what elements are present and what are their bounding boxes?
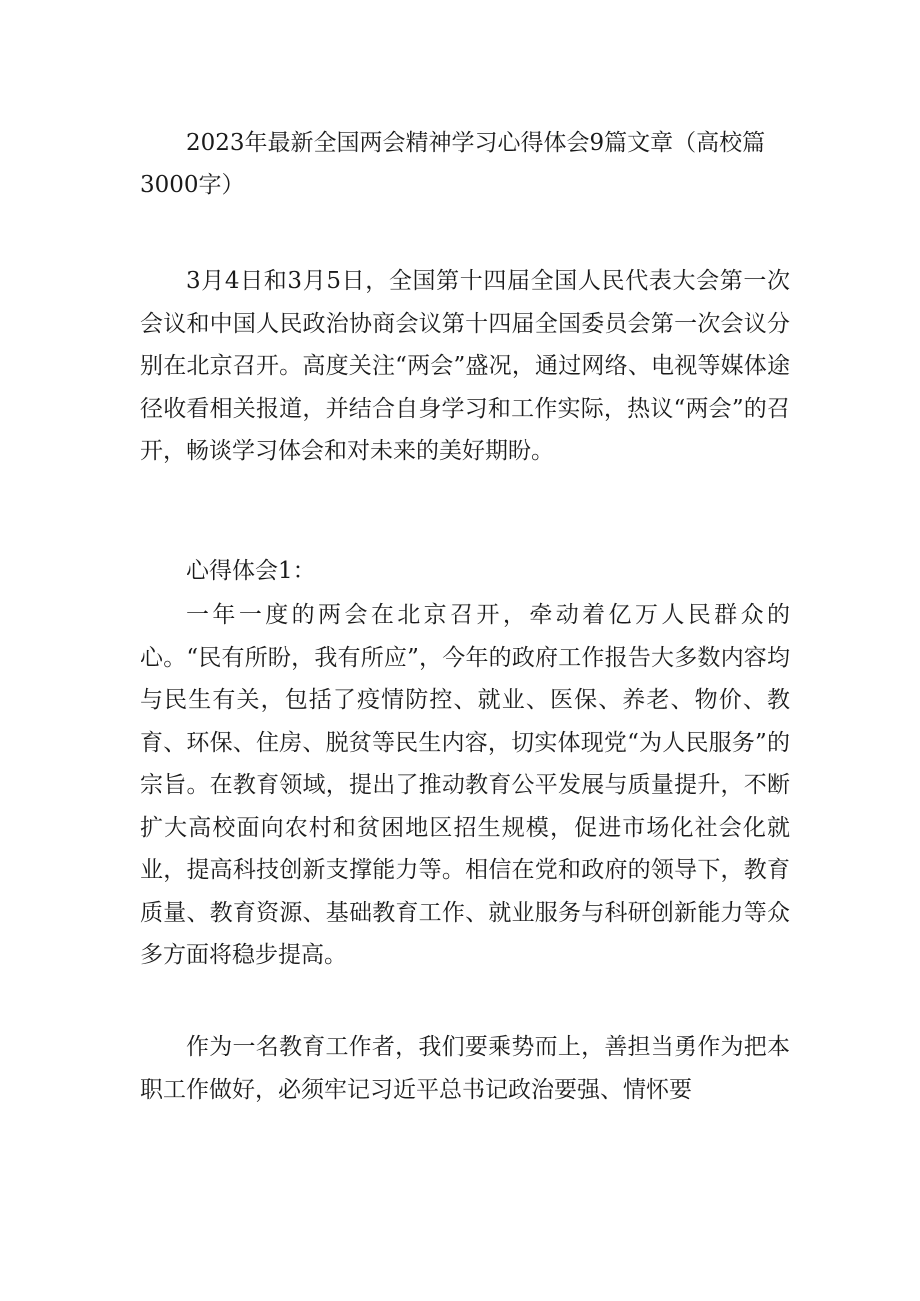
intro-paragraph: 3月4日和3月5日，全国第十四届全国人民代表大会第一次会议和中国人民政治协商会议第十四届全国委员会第一次会议分别在北京召开。高度关注“两会”盛况，通过网络、电视等媒体途径收看相关报道，并结合自身学习和工作实际，热议“两会”的召开，畅谈学习体会和对未来的美好期盼。 [140, 268, 790, 464]
body-paragraph-1: 一年一度的两会在北京召开，牵动着亿万人民群众的心。“民有所盼，我有所应”，今年的政府工作报告大多数内容均与民生有关，包括了疫情防控、就业、医保、养老、物价、教育、环保、住房、脱贫等民生内容，切实体现党“为人民服务”的宗旨。在教育领域，提出了推动教育公平发展与质量提升，不断扩大高校面向农村和贫困地区招生规模，促进市场化社会化就业，提高科技创新支撑能力等。相信在党和政府的领导下，教育质量、教育资源、基础教育工作、就业服务与科研创新能力等众多方面将稳步提高。 [140, 602, 790, 968]
section-heading: 心得体会1： [186, 558, 316, 584]
body-paragraph-2: 作为一名教育工作者，我们要乘势而上，善担当勇作为把本职工作做好，必须牢记习近平总书记政治要强、情怀要 [140, 1034, 790, 1103]
document-title: 2023年最新全国两会精神学习心得体会9篇文章（高校篇3000字） [140, 130, 766, 198]
